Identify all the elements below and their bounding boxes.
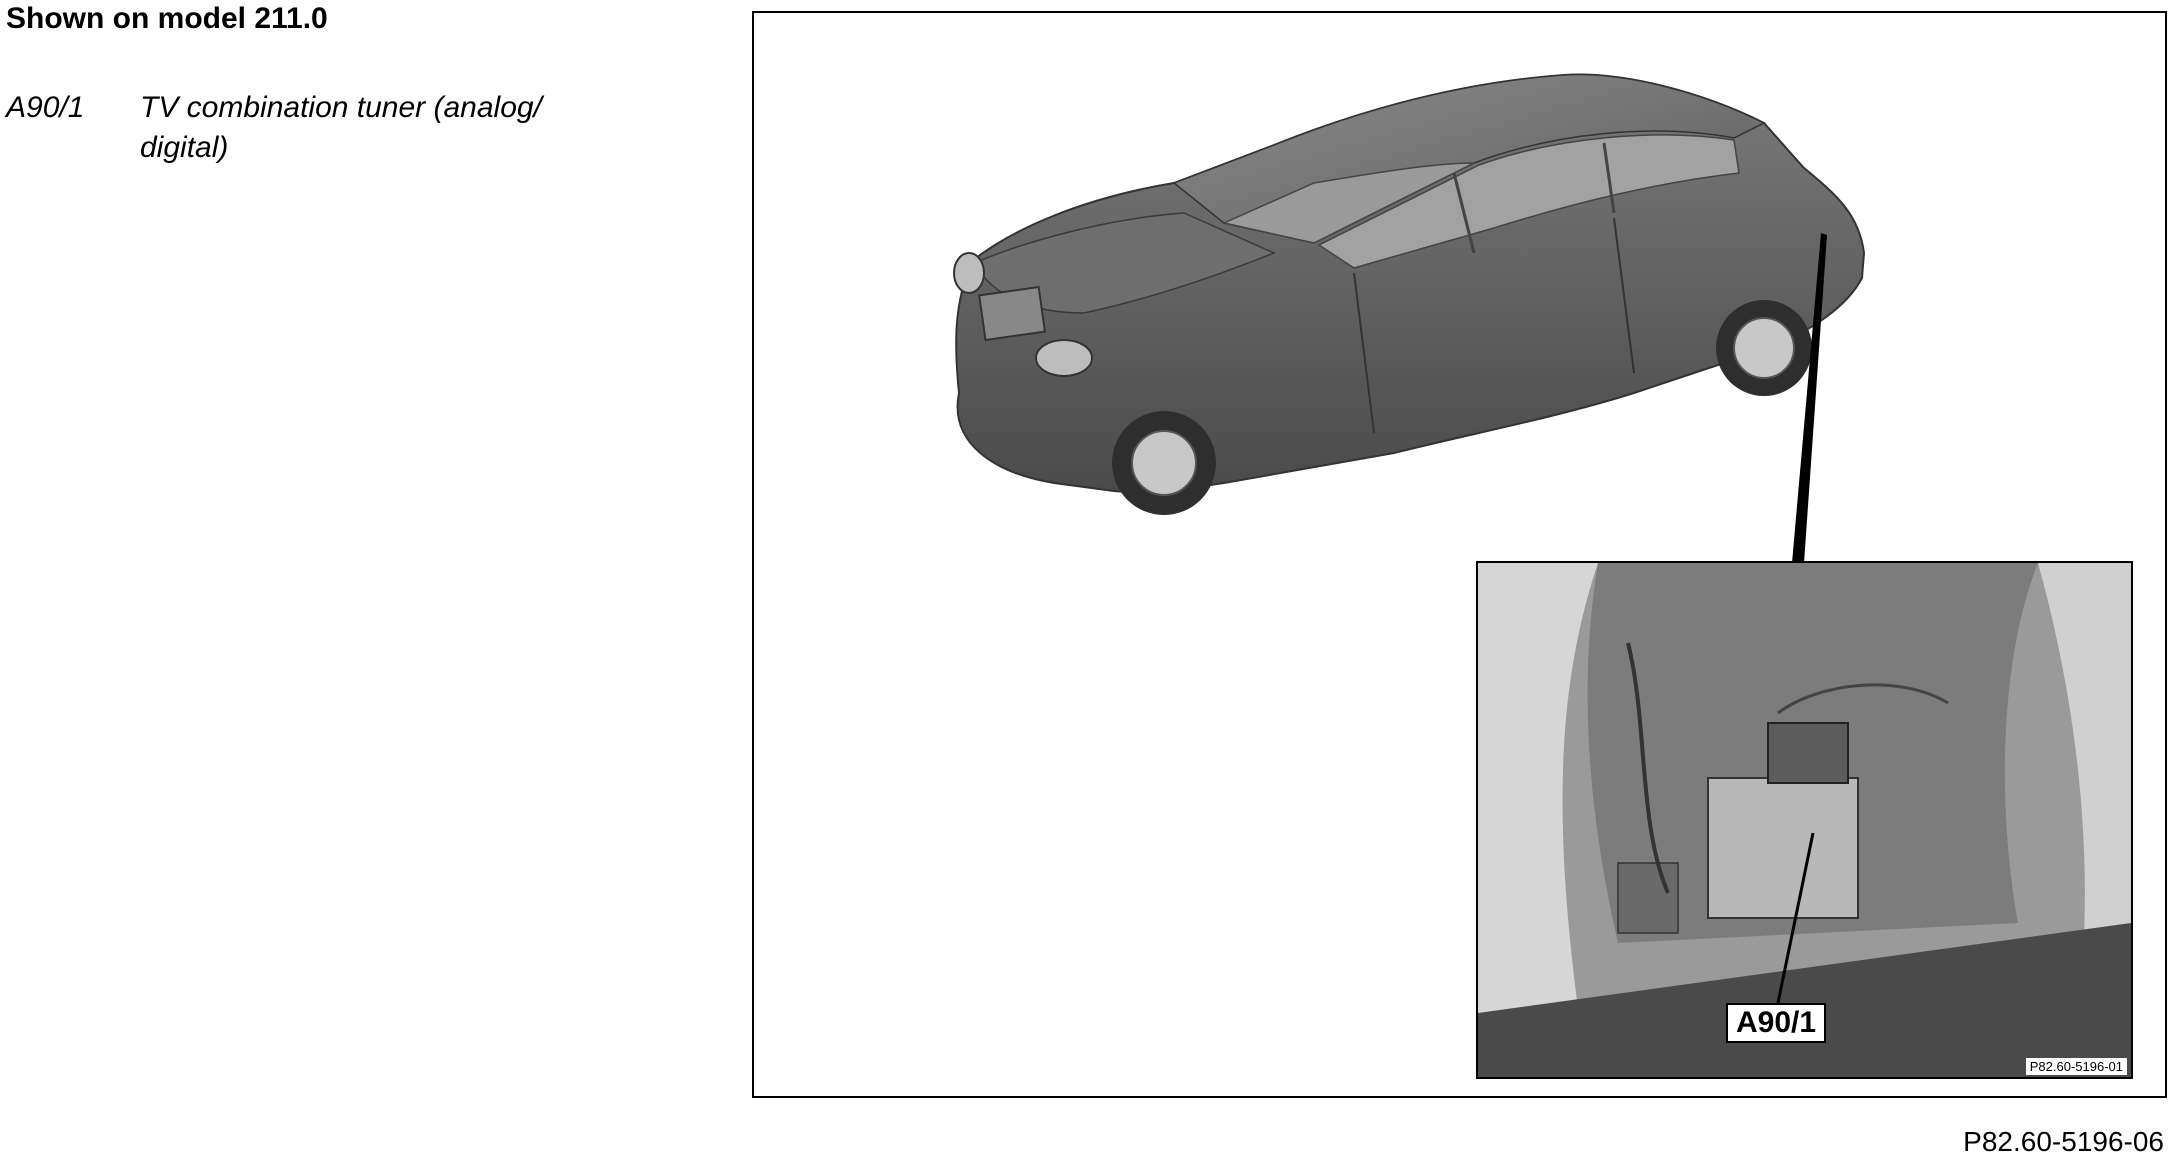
page-heading: Shown on model 211.0 [6, 2, 328, 35]
legend-code: A90/1 [6, 91, 85, 124]
callout-label: A90/1 [1726, 1003, 1826, 1043]
inset-photo [1476, 561, 2133, 1079]
figure-reference: P82.60-5196-06 [1963, 1126, 2164, 1157]
trunk-detail-illustration [1478, 563, 2131, 1077]
legend-row [6, 88, 646, 168]
figure-frame [752, 11, 2167, 1098]
legend-description: TV combination tuner (analog/ digital) [140, 91, 542, 164]
inset-reference: P82.60-5196-01 [2026, 1058, 2127, 1075]
